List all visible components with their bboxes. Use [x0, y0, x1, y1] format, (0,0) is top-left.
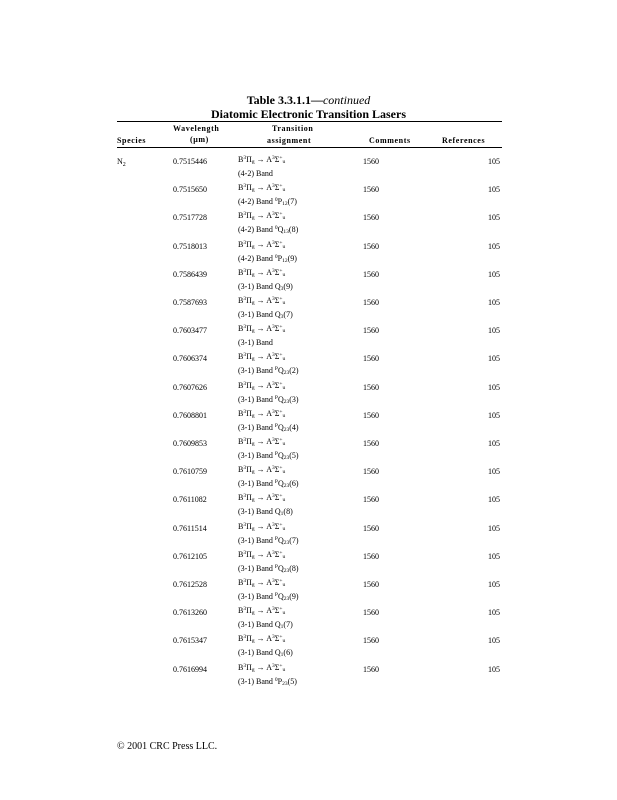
- comments-cell: 1560: [363, 157, 379, 166]
- wavelength-cell: 0.7608801: [173, 410, 207, 420]
- comments-cell: 1560: [363, 664, 379, 674]
- comments-cell: 1560: [363, 326, 379, 336]
- wavelength-cell: 0.7610759: [173, 467, 207, 477]
- band-cell: (3-1) Band $Q_1(7)$: [238, 620, 293, 631]
- band-cell: (3-1) Band $Q_1(6)$: [238, 648, 293, 659]
- wavelength-cell: 0.7611514: [173, 523, 207, 533]
- table-row: [0, 380, 617, 411]
- transition-cell: $B^3\Pi_g \to A^3\Sigma^+_u$: [238, 183, 286, 194]
- band-cell: (3-1) Band $Q_3(9)$: [238, 281, 293, 292]
- transition-cell: $B^3\Pi_g \to A^3\Sigma^+_u$: [238, 324, 286, 335]
- header-comments: Comments: [369, 136, 411, 145]
- reference-cell: 105: [488, 495, 500, 505]
- wavelength-cell: 0.7616994: [173, 664, 207, 674]
- table-row: [0, 267, 617, 298]
- wavelength-cell: 0.7587693: [173, 298, 207, 307]
- reference-cell: 105: [488, 298, 500, 307]
- table-row: [0, 354, 617, 382]
- header-rule: [117, 147, 502, 148]
- transition-cell: $B^3\Pi_g \to A^3\Sigma^+_u$: [238, 352, 286, 363]
- reference-cell: 105: [488, 157, 500, 166]
- table-row: [0, 521, 617, 552]
- transition-cell: $B^3\Pi_g \to A^3\Sigma^+_u$: [238, 549, 286, 560]
- band-cell: (3-1) Band: [238, 338, 273, 348]
- reference-cell: 105: [488, 467, 500, 477]
- header-assignment: assignment: [267, 136, 312, 145]
- table-title: Table 3.3.1.1—continued: [246, 93, 371, 107]
- transition-cell: $B^3\Pi_g \to A^3\Sigma^+_u$: [238, 296, 286, 306]
- wavelength-cell: 0.7612105: [173, 551, 207, 561]
- wavelength-cell: 0.7603477: [173, 326, 207, 336]
- transition-cell: $B^3\Pi_g \to A^3\Sigma^+_u$: [238, 155, 286, 165]
- comments-cell: 1560: [363, 551, 379, 561]
- comments-cell: 1560: [363, 439, 379, 448]
- band-cell: (3-1) Band $Q_3(7)$: [238, 310, 293, 320]
- reference-cell: 105: [488, 382, 500, 392]
- top-rule: [117, 121, 502, 122]
- transition-cell: $B^3\Pi_g \to A^3\Sigma^+_u$: [238, 521, 286, 532]
- copyright-footer: © 2001 CRC Press LLC.: [117, 741, 218, 752]
- band-cell: (3-1) Band $^PQ_{23}(8)$: [238, 563, 299, 574]
- wavelength-cell: 0.7609853: [173, 439, 207, 448]
- band-cell: (4-2) Band $^0Q_{13}(8)$: [238, 225, 299, 236]
- wavelength-cell: 0.7612528: [173, 580, 207, 589]
- comments-cell: 1560: [363, 269, 379, 279]
- band-cell: (4-2) Band: [238, 169, 273, 178]
- transition-cell: $B^3\Pi_g \to A^3\Sigma^+_u$: [238, 606, 286, 617]
- table-row: [0, 185, 617, 213]
- reference-cell: 105: [488, 185, 500, 195]
- wavelength-cell: 0.7515446: [173, 157, 207, 166]
- table-row: [0, 636, 617, 664]
- continued-label: continued: [322, 93, 371, 107]
- band-cell: (3-1) Band $^PQ_{23}(3)$: [238, 394, 299, 405]
- table-row: [0, 467, 617, 495]
- transition-cell: $B^3\Pi_g \to A^3\Sigma^+_u$: [238, 493, 286, 504]
- table-row: [0, 157, 617, 185]
- transition-cell: $B^3\Pi_g \to A^3\Sigma^+_u$: [238, 662, 286, 673]
- band-cell: (3-1) Band $^PQ_{23}(9)$: [238, 592, 299, 602]
- comments-cell: 1560: [363, 410, 379, 420]
- header-wavelength: Wavelength: [173, 124, 220, 133]
- band-cell: (3-1) Band $^PQ_{23}(7)$: [238, 535, 299, 546]
- band-cell: (4-2) Band $^0P_{12}(9)$: [238, 253, 297, 264]
- reference-cell: 105: [488, 241, 500, 251]
- table-row: [0, 239, 617, 270]
- reference-cell: 105: [488, 410, 500, 420]
- comments-cell: 1560: [363, 382, 379, 392]
- header-wavelength-unit: (μm): [190, 135, 209, 144]
- transition-cell: $B^3\Pi_g \to A^3\Sigma^+_u$: [238, 634, 286, 645]
- wavelength-cell: 0.7586439: [173, 269, 207, 279]
- band-cell: (3-1) Band $^0P_{23}(5)$: [238, 676, 297, 687]
- band-cell: (3-1) Band $^PQ_{23}(5)$: [238, 451, 299, 461]
- band-cell: (4-2) Band $^0P_{12}(7)$: [238, 197, 297, 208]
- comments-cell: 1560: [363, 467, 379, 477]
- table-row: [0, 213, 617, 241]
- reference-cell: 105: [488, 523, 500, 533]
- transition-cell: $B^3\Pi_g \to A^3\Sigma^+_u$: [238, 437, 286, 447]
- table-row: [0, 662, 617, 693]
- reference-cell: 105: [488, 354, 500, 364]
- wavelength-cell: 0.7613260: [173, 608, 207, 618]
- transition-cell: $B^3\Pi_g \to A^3\Sigma^+_u$: [238, 380, 286, 391]
- band-cell: (3-1) Band $^PQ_{23}(4)$: [238, 422, 299, 433]
- comments-cell: 1560: [363, 213, 379, 223]
- comments-cell: 1560: [363, 636, 379, 646]
- wavelength-cell: 0.7611082: [173, 495, 207, 505]
- table-subtitle: Diatomic Electronic Transition Lasers: [211, 107, 406, 121]
- wavelength-cell: 0.7517728: [173, 213, 207, 223]
- table-row: [0, 608, 617, 636]
- table-row: [0, 549, 617, 580]
- reference-cell: 105: [488, 608, 500, 618]
- comments-cell: 1560: [363, 241, 379, 251]
- comments-cell: 1560: [363, 298, 379, 307]
- reference-cell: 105: [488, 269, 500, 279]
- table-row: [0, 439, 617, 467]
- table-row: [0, 298, 617, 326]
- comments-cell: 1560: [363, 608, 379, 618]
- band-cell: (3-1) Band $^PQ_{23}(2)$: [238, 366, 299, 377]
- transition-cell: $B^3\Pi_g \to A^3\Sigma^+_u$: [238, 239, 286, 250]
- band-cell: (3-1) Band $Q_1(8)$: [238, 507, 293, 518]
- table-row: [0, 408, 617, 439]
- reference-cell: 105: [488, 636, 500, 646]
- reference-cell: 105: [488, 580, 500, 589]
- reference-cell: 105: [488, 439, 500, 448]
- reference-cell: 105: [488, 326, 500, 336]
- comments-cell: 1560: [363, 495, 379, 505]
- reference-cell: 105: [488, 551, 500, 561]
- header-species: Species: [117, 136, 147, 145]
- header-references: References: [442, 136, 486, 145]
- reference-cell: 105: [488, 664, 500, 674]
- comments-cell: 1560: [363, 185, 379, 195]
- wavelength-cell: 0.7515650: [173, 185, 207, 195]
- comments-cell: 1560: [363, 354, 379, 364]
- band-cell: (3-1) Band $^PQ_{23}(6)$: [238, 479, 299, 490]
- table-row: [0, 580, 617, 608]
- species-cell: $N_2$: [117, 157, 126, 168]
- header-transition: Transition: [272, 124, 314, 133]
- wavelength-cell: 0.7615347: [173, 636, 207, 646]
- transition-cell: $B^3\Pi_g \to A^3\Sigma^+_u$: [238, 408, 286, 419]
- comments-cell: 1560: [363, 580, 379, 589]
- wavelength-cell: 0.7607626: [173, 382, 207, 392]
- wavelength-cell: 0.7606374: [173, 354, 207, 364]
- comments-cell: 1560: [363, 523, 379, 533]
- reference-cell: 105: [488, 213, 500, 223]
- table-row: [0, 326, 617, 354]
- wavelength-cell: 0.7518013: [173, 241, 207, 251]
- transition-cell: $B^3\Pi_g \to A^3\Sigma^+_u$: [238, 465, 286, 476]
- transition-cell: $B^3\Pi_g \to A^3\Sigma^+_u$: [238, 578, 286, 588]
- transition-cell: $B^3\Pi_g \to A^3\Sigma^+_u$: [238, 211, 286, 222]
- table-row: [0, 495, 617, 523]
- transition-cell: $B^3\Pi_g \to A^3\Sigma^+_u$: [238, 267, 286, 278]
